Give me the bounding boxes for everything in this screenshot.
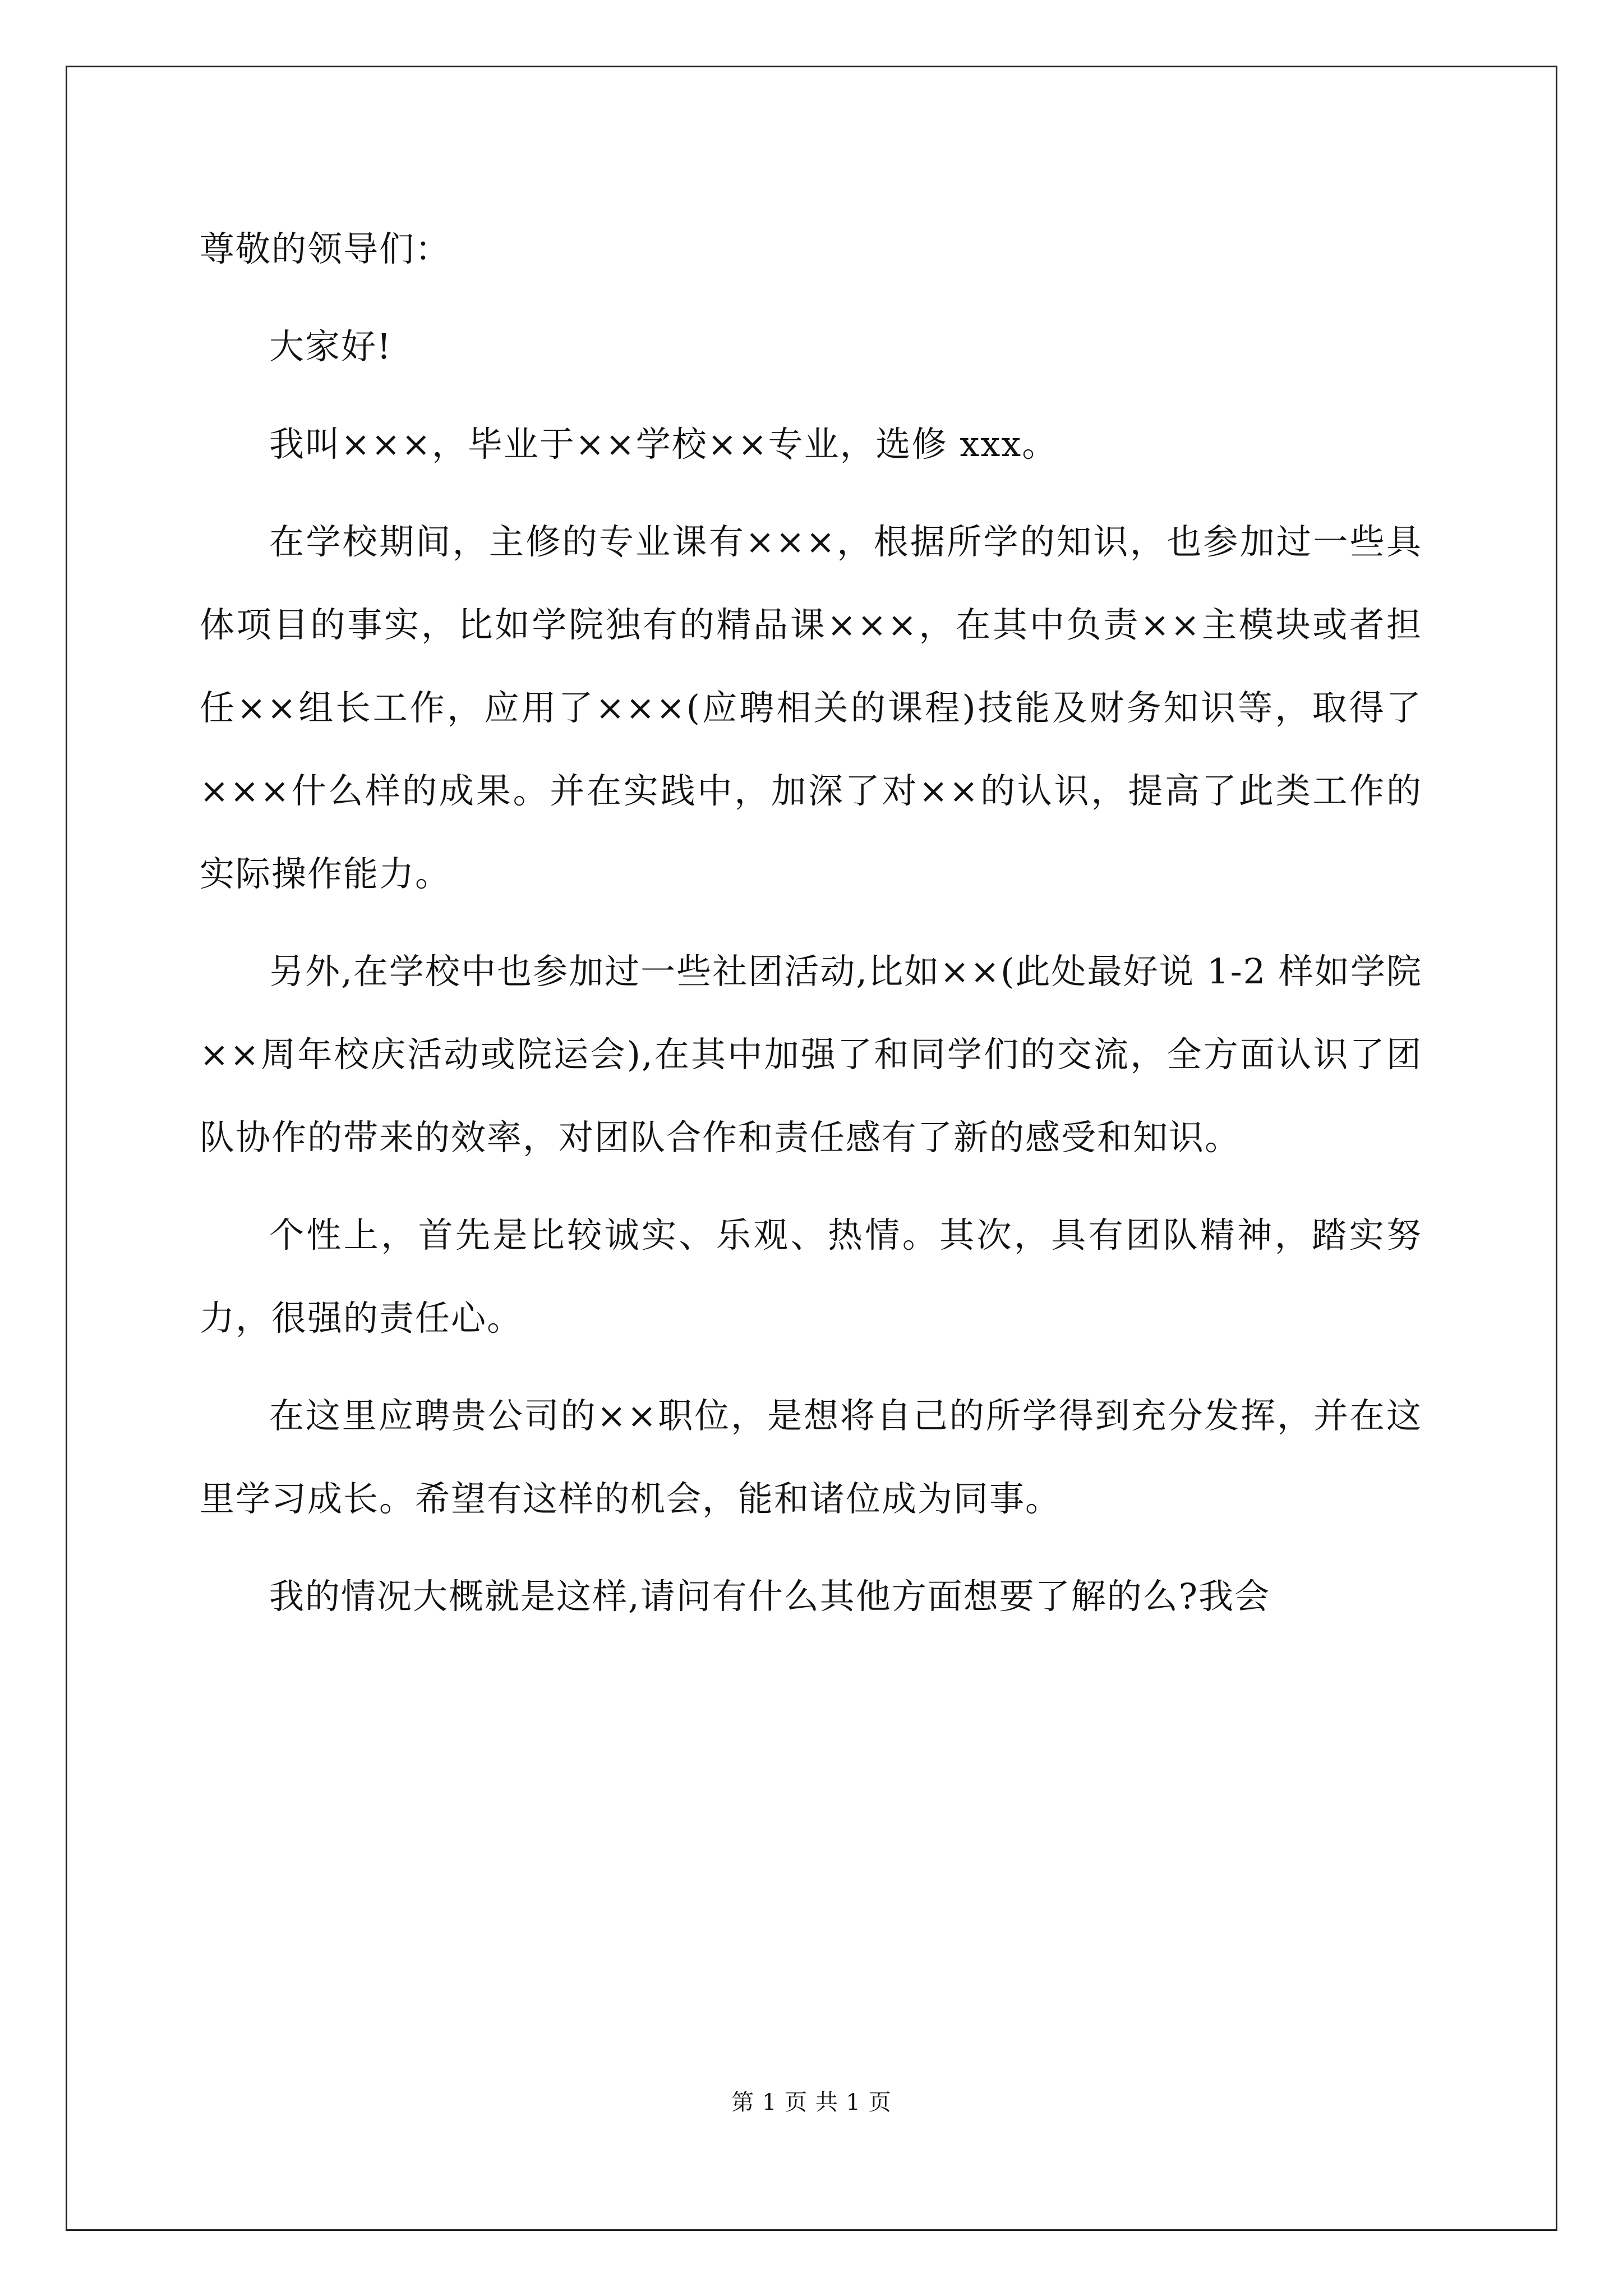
paragraph-personality: 个性上，首先是比较诚实、乐观、热情。其次，具有团队精神，踏实努力，很强的责任心。 bbox=[200, 1214, 1422, 1338]
document-body bbox=[200, 208, 1422, 1653]
paragraph-introduction: 我叫×××，毕业于××学校××专业，选修 xxx。 bbox=[269, 424, 1058, 464]
paragraph-closing: 我的情况大概就是这样,请问有什么其他方面想要了解的么?我会 bbox=[269, 1576, 1270, 1617]
page-number-footer: 第 1 页 共 1 页 bbox=[731, 2090, 892, 2115]
paragraph-education: 在学校期间，主修的专业课有×××，根据所学的知识，也参加过一些具体项目的事实，比如学院独有的精品课×××，在其中负责××主模块或者担任××组长工作，应用了×××(应聘相关的课程)技能及财务知识等，取得了×××什么样的成果。并在实践中，加深了对××的认识，提高了此类工作的实际操作能力。 bbox=[200, 521, 1422, 894]
paragraph-motivation: 在这里应聘贵公司的××职位，是想将自己的所学得到充分发挥，并在这里学习成长。希望有这样的机会，能和诸位成为同事。 bbox=[200, 1395, 1422, 1519]
paragraph-activities: 另外,在学校中也参加过一些社团活动,比如××(此处最好说 1-2 样如学院××周年校庆活动或院运会),在其中加强了和同学们的交流，全方面认识了团队协作的带来的效率，对团队合作和责任感有了新的感受和知识。 bbox=[200, 951, 1422, 1158]
paragraph-greeting: 大家好! bbox=[269, 326, 392, 367]
salutation: 尊敬的领导们： bbox=[200, 228, 451, 269]
